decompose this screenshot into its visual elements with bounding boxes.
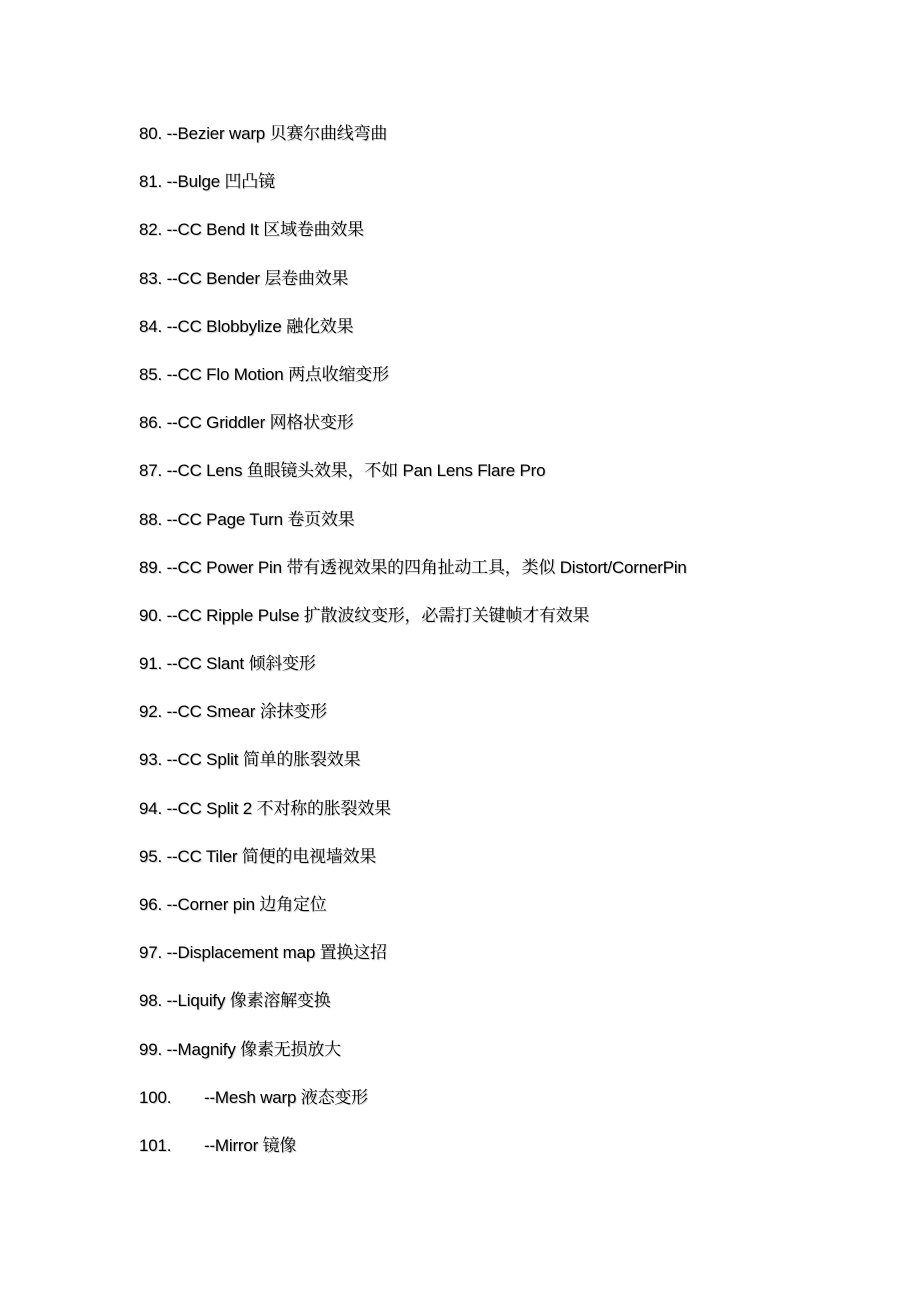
item-number: 81. (139, 172, 163, 192)
list-item (139, 797, 899, 845)
item-number: 95. (139, 846, 163, 866)
list-item (139, 1086, 899, 1134)
item-number: 99. (139, 1039, 163, 1059)
list-item (139, 652, 899, 700)
item-number: 85. (139, 364, 163, 384)
list-item (139, 363, 899, 411)
list-item (139, 508, 899, 556)
item-number: 101. (139, 1135, 172, 1155)
item-number: 100. (139, 1087, 172, 1107)
item-text: --CC Blobbylize 融化效果 (166, 316, 354, 336)
item-text: --Magnify 像素无损放大 (166, 1039, 341, 1059)
item-number: 87. (139, 461, 163, 481)
item-text: --CC Slant 倾斜变形 (166, 654, 316, 674)
list-item (139, 700, 899, 748)
item-text: --CC Split 2 不对称的胀裂效果 (166, 798, 391, 818)
item-text: --Corner pin 边角定位 (166, 895, 327, 914)
list-item (139, 315, 899, 363)
item-number: 82. (139, 220, 163, 240)
item-text: --Bulge 凹凸镜 (166, 172, 275, 192)
item-number: 90. (139, 605, 163, 625)
effects-list (139, 122, 899, 1182)
item-number: 98. (139, 991, 163, 1011)
item-number: 80. (139, 124, 163, 143)
item-text: --CC Power Pin 带有透视效果的四角扯动工具，类似 Distort/CornerPin (166, 557, 687, 577)
list-item (139, 459, 899, 507)
item-text: --CC Tiler 简便的电视墙效果 (166, 846, 377, 866)
item-number: 93. (139, 750, 163, 770)
list-item (139, 170, 899, 218)
item-number: 92. (139, 702, 163, 722)
item-text: --CC Lens 鱼眼镜头效果，不如 Pan Lens Flare Pro (166, 461, 546, 481)
list-item (139, 267, 899, 315)
list-item (139, 218, 899, 266)
item-text: --CC Griddler 网格状变形 (166, 413, 354, 433)
item-text: --CC Smear 涂抹变形 (166, 702, 327, 722)
item-number: 89. (139, 557, 163, 577)
item-text: --CC Bend It 区域卷曲效果 (166, 220, 364, 240)
list-item (139, 1038, 899, 1086)
item-text: --Bezier warp 贝赛尔曲线弯曲 (166, 124, 388, 143)
item-text: --CC Split 简单的胀裂效果 (166, 750, 361, 770)
list-item (139, 1134, 899, 1182)
list-item (139, 604, 899, 652)
item-text: --CC Page Turn 卷页效果 (166, 509, 355, 529)
item-text: --Liquify 像素溶解变换 (166, 991, 331, 1011)
item-number: 94. (139, 798, 163, 818)
item-number: 86. (139, 413, 163, 433)
item-text: --CC Flo Motion 两点收缩变形 (166, 364, 389, 384)
item-number: 91. (139, 654, 163, 674)
item-text: --Mirror 镜像 (204, 1135, 297, 1155)
item-number: 97. (139, 943, 163, 963)
list-item (139, 411, 899, 459)
item-number: 84. (139, 316, 163, 336)
list-item (139, 941, 899, 989)
item-text: --Mesh warp 液态变形 (204, 1087, 368, 1107)
list-item (139, 989, 899, 1037)
list-item (139, 122, 899, 170)
list-item (139, 845, 899, 893)
list-item (139, 556, 899, 604)
item-text: --Displacement map 置换这招 (166, 943, 387, 963)
list-item (139, 748, 899, 796)
list-item (139, 893, 899, 941)
item-number: 88. (139, 509, 163, 529)
item-text: --CC Ripple Pulse 扩散波纹变形，必需打关键帧才有效果 (166, 605, 590, 625)
item-text: --CC Bender 层卷曲效果 (166, 268, 349, 288)
item-number: 96. (139, 895, 163, 914)
item-number: 83. (139, 268, 163, 288)
